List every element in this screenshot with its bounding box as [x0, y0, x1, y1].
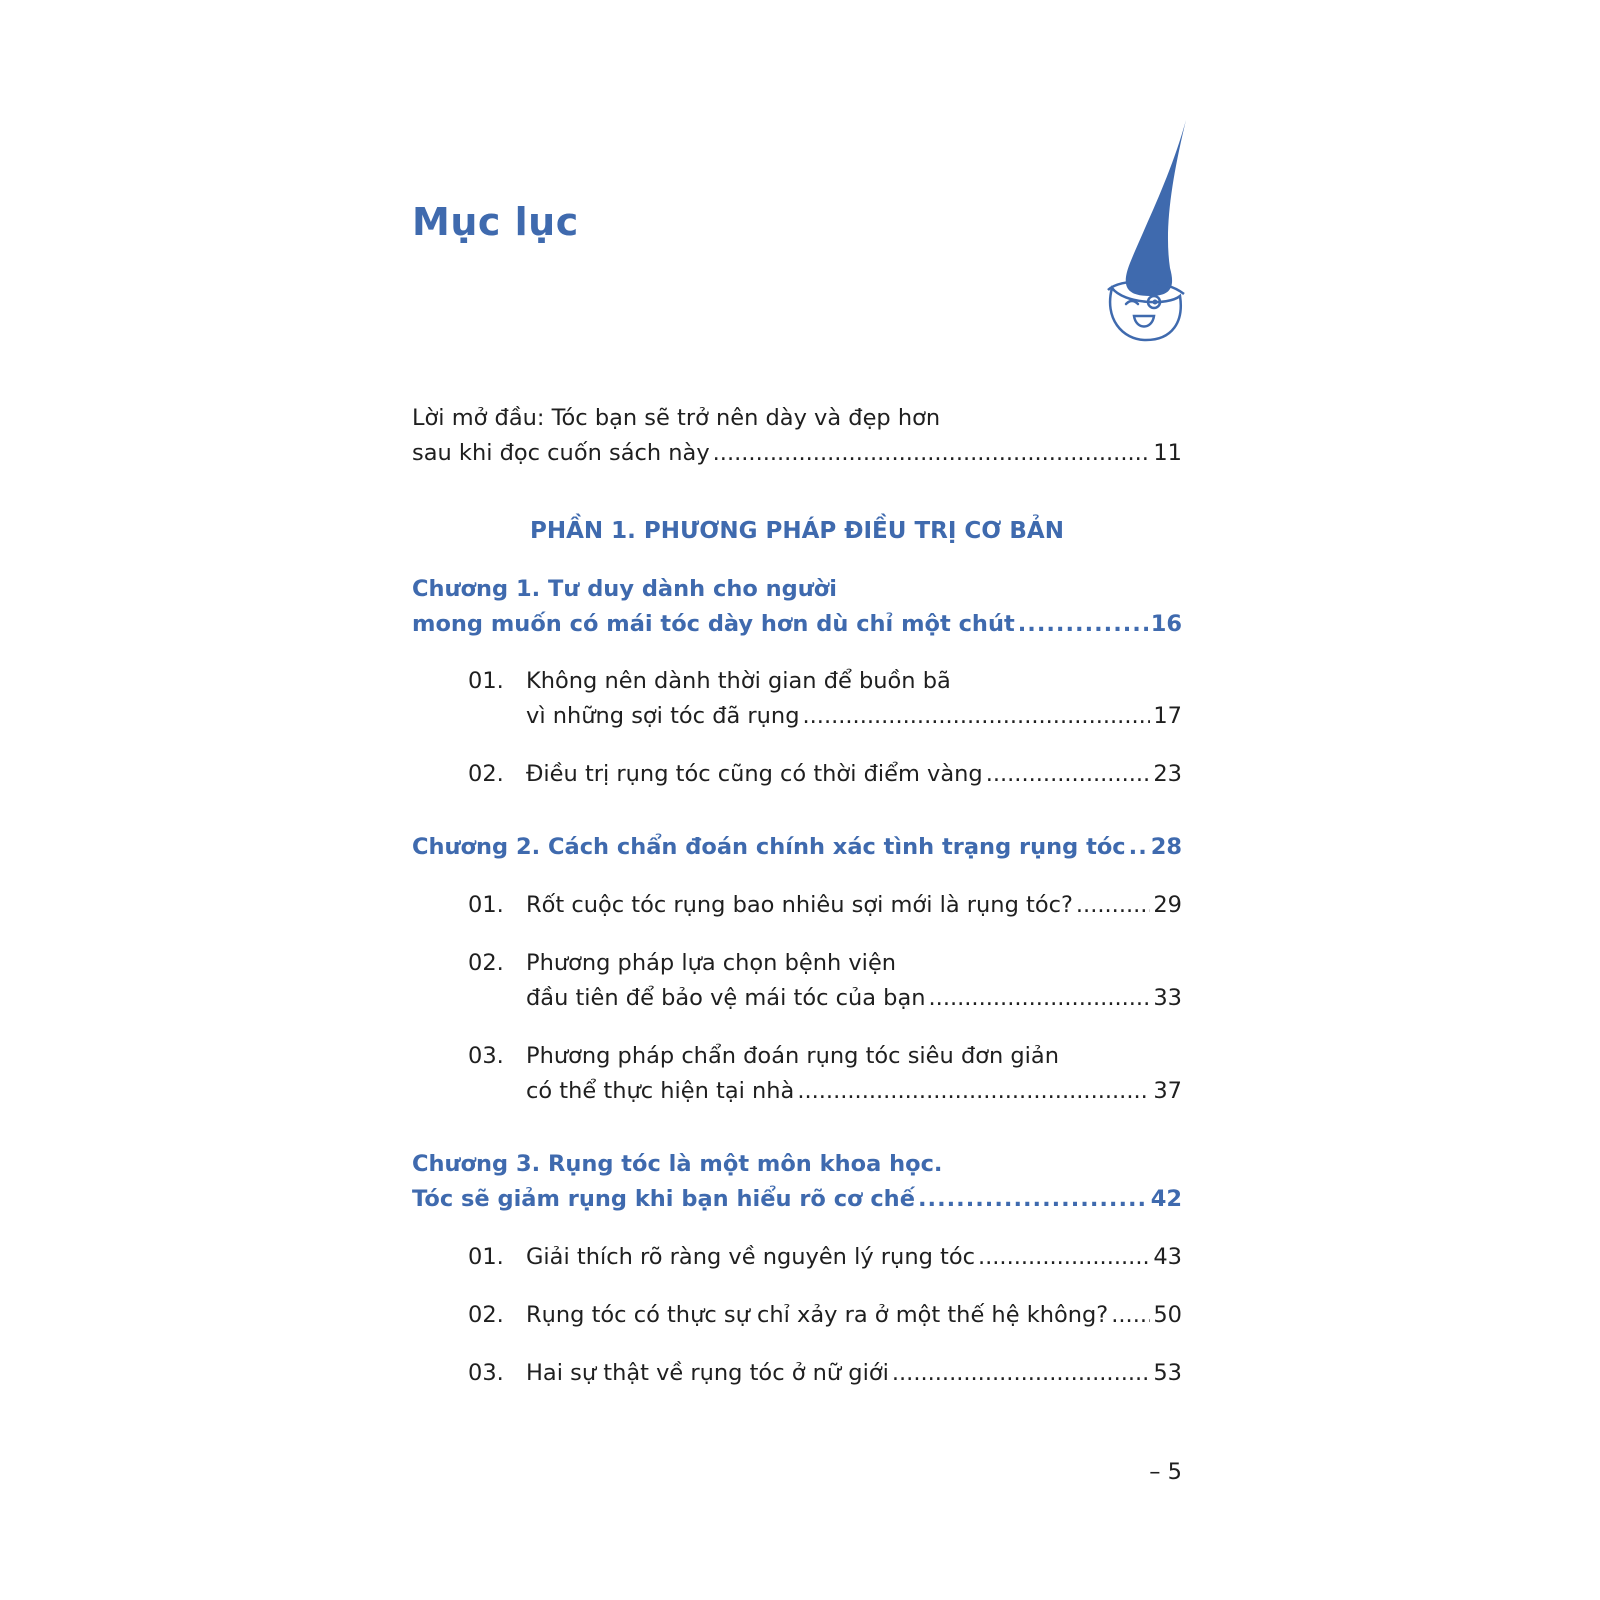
page-number: 37	[1153, 1078, 1182, 1104]
section-title: Phương pháp lựa chọn bệnh viện	[526, 950, 897, 976]
dot-leader	[1129, 834, 1148, 860]
section-2-1-entry[interactable]	[526, 892, 1182, 928]
part-heading: PHẦN 1. PHƯƠNG PHÁP ĐIỀU TRỊ CƠ BẢN	[530, 518, 1064, 544]
dot-leader	[802, 703, 1150, 729]
hair-drop-mascot-icon	[1100, 118, 1200, 350]
page-number: 23	[1153, 761, 1182, 787]
section-number: 01.	[468, 668, 504, 694]
section-1-1-line-1	[526, 668, 1182, 704]
section-title: Không nên dành thời gian để buồn bã	[526, 668, 951, 694]
chapter-1-entry[interactable]	[412, 611, 1182, 647]
dot-leader	[1018, 611, 1148, 637]
section-3-1-entry[interactable]	[526, 1244, 1182, 1280]
section-title-cont: vì những sợi tóc đã rụng	[526, 703, 800, 729]
page-number: 29	[1153, 892, 1182, 918]
dot-leader	[929, 985, 1151, 1011]
dot-leader	[892, 1360, 1151, 1386]
section-2-2-line-1	[526, 950, 1182, 986]
intro-entry[interactable]	[412, 440, 1182, 476]
dot-leader	[797, 1078, 1150, 1104]
section-2-3-line-1	[526, 1043, 1182, 1079]
chapter-1-line-1	[412, 576, 1182, 612]
dot-leader	[713, 440, 1151, 466]
chapter-title: Chương 2. Cách chẩn đoán chính xác tình trạng rụng tóc	[412, 834, 1126, 860]
section-2-2-entry[interactable]	[526, 985, 1182, 1021]
page-number: 43	[1153, 1244, 1182, 1270]
page-number: 16	[1150, 611, 1182, 637]
section-title-cont: đầu tiên để bảo vệ mái tóc của bạn	[526, 985, 926, 1011]
section-3-3-entry[interactable]	[526, 1360, 1182, 1396]
section-1-2-entry[interactable]	[526, 761, 1182, 797]
page-number: 50	[1153, 1302, 1182, 1328]
page-number: 42	[1150, 1186, 1182, 1212]
section-title: Rụng tóc có thực sự chỉ xảy ra ở một thế hệ không?	[526, 1302, 1109, 1328]
page-number: 17	[1153, 703, 1182, 729]
dot-leader	[1076, 892, 1150, 918]
dot-leader	[978, 1244, 1150, 1270]
intro-title: Lời mở đầu: Tóc bạn sẽ trở nên dày và đẹp hơn	[412, 405, 941, 431]
dot-leader	[1111, 1302, 1150, 1328]
dot-leader	[986, 761, 1151, 787]
section-number: 01.	[468, 1244, 504, 1270]
chapter-title-cont: mong muốn có mái tóc dày hơn dù chỉ một chút	[412, 611, 1015, 637]
chapter-3-entry[interactable]	[412, 1186, 1182, 1222]
chapter-title: Chương 1. Tư duy dành cho người	[412, 576, 837, 602]
section-number: 02.	[468, 1302, 504, 1328]
page-number: 11	[1153, 440, 1182, 466]
page-number: 28	[1150, 834, 1182, 860]
section-1-1-entry[interactable]	[526, 703, 1182, 739]
dot-leader	[918, 1186, 1148, 1212]
section-title: Điều trị rụng tóc cũng có thời điểm vàng	[526, 761, 983, 787]
page-number: 33	[1153, 985, 1182, 1011]
section-number: 02.	[468, 761, 504, 787]
intro-title-cont: sau khi đọc cuốn sách này	[412, 440, 710, 466]
chapter-3-line-1	[412, 1151, 1182, 1187]
section-number: 02.	[468, 950, 504, 976]
page-number: 53	[1153, 1360, 1182, 1386]
section-title: Phương pháp chẩn đoán rụng tóc siêu đơn giản	[526, 1043, 1059, 1069]
section-number: 01.	[468, 892, 504, 918]
section-title-cont: có thể thực hiện tại nhà	[526, 1078, 795, 1104]
intro-line-1	[412, 405, 1182, 441]
section-2-3-entry[interactable]	[526, 1078, 1182, 1114]
chapter-title: Chương 3. Rụng tóc là một môn khoa học.	[412, 1151, 943, 1177]
section-title: Giải thích rõ ràng về nguyên lý rụng tóc	[526, 1244, 975, 1270]
chapter-2-entry[interactable]	[412, 834, 1182, 870]
section-title: Rốt cuộc tóc rụng bao nhiêu sợi mới là rụng tóc?	[526, 892, 1073, 918]
page-title: Mục lục	[412, 200, 579, 244]
section-number: 03.	[468, 1360, 504, 1386]
section-title: Hai sự thật về rụng tóc ở nữ giới	[526, 1360, 889, 1386]
chapter-title-cont: Tóc sẽ giảm rụng khi bạn hiểu rõ cơ chế	[412, 1186, 915, 1212]
section-3-2-entry[interactable]	[526, 1302, 1182, 1338]
section-number: 03.	[468, 1043, 504, 1069]
page-footer-number: – 5	[1149, 1459, 1182, 1485]
